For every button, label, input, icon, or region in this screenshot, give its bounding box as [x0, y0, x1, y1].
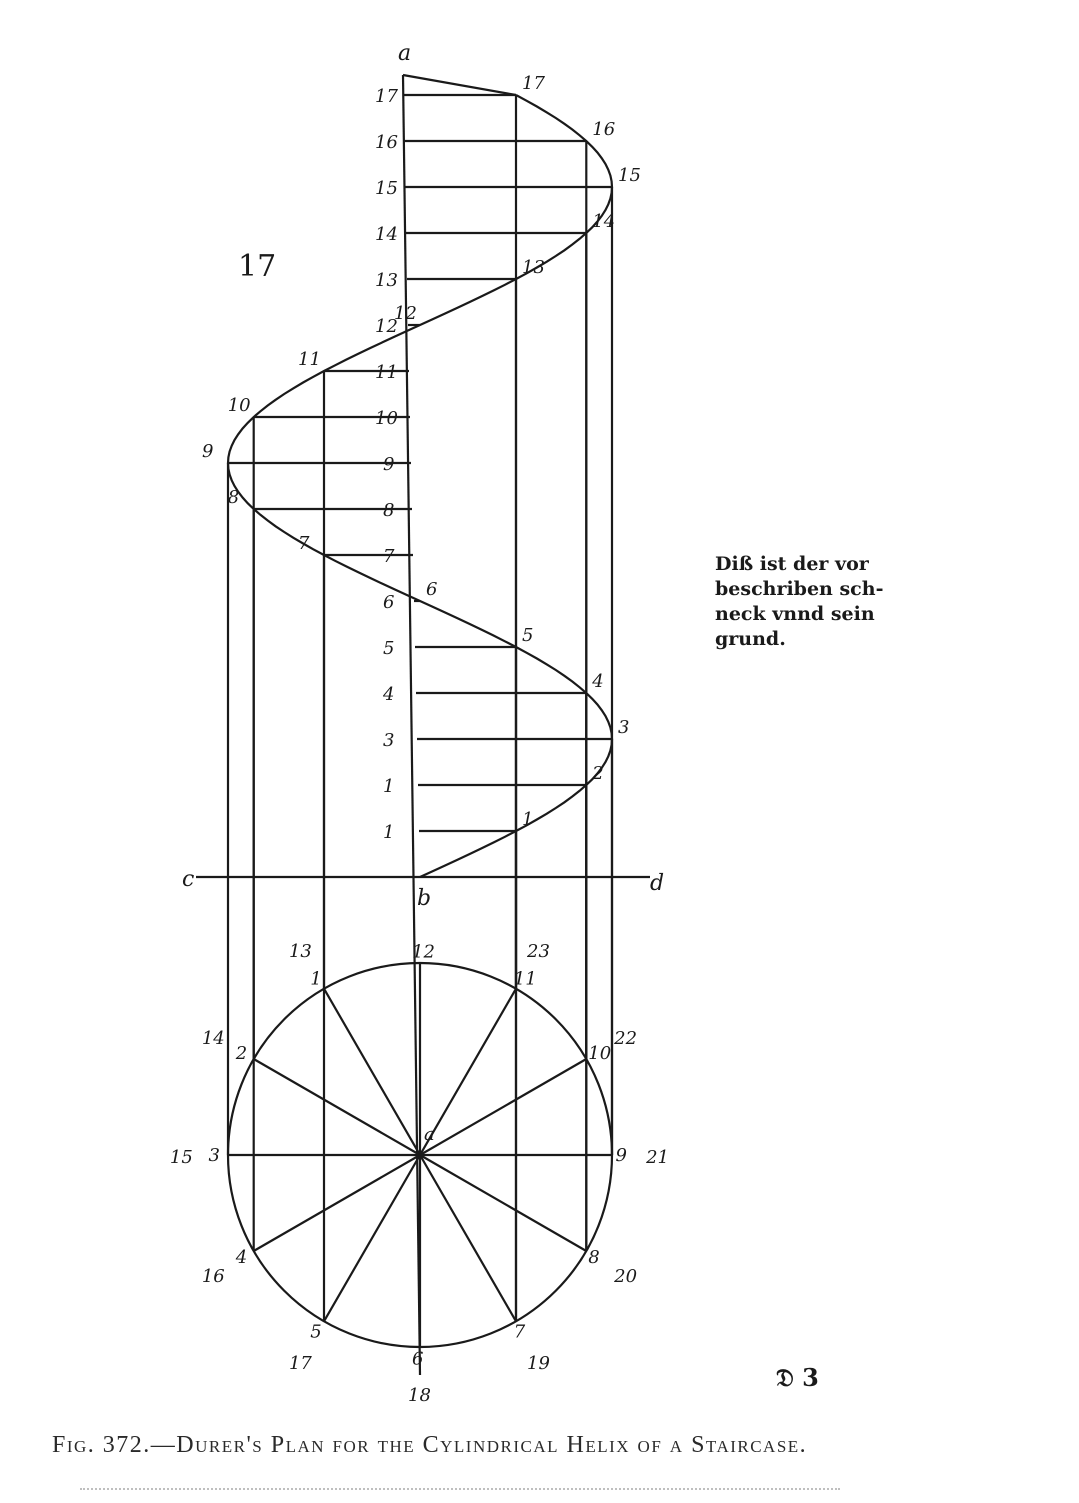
axis-step-label: 6	[383, 592, 395, 613]
helix-point-label: 12	[394, 303, 417, 324]
baseline-label-c: c	[182, 867, 195, 892]
circle-outer-label: 15	[169, 1147, 193, 1168]
circle-point-label: 3	[208, 1145, 220, 1166]
baseline-label-d: d	[650, 871, 665, 896]
axis-step-label: 8	[383, 500, 395, 521]
circle-outer-label: 14	[201, 1027, 225, 1049]
axis-step-label: 12	[375, 316, 398, 337]
helix-point-label: 11	[298, 349, 321, 370]
plan-spoke	[254, 1059, 420, 1155]
figure-caption: Fig. 372.—Durer's Plan for the Cylindrical Helix of a Staircase.	[52, 1432, 808, 1458]
plan-spoke	[420, 1155, 586, 1251]
axis-step-label: 5	[383, 638, 395, 659]
circle-point-label: 8	[588, 1246, 600, 1268]
circle-point-label: 5	[310, 1321, 322, 1343]
axis-label-a-top: a	[398, 41, 412, 66]
axis-step-label: 14	[375, 224, 398, 245]
axis-step-label: 10	[375, 408, 398, 429]
plan-spoke	[420, 1155, 516, 1321]
text-line-4: grund.	[715, 628, 786, 650]
axis-step-label: 4	[383, 684, 395, 705]
text-line-2: beschriben sch-	[715, 578, 884, 600]
descriptive-text-block	[715, 553, 883, 650]
axis-step-label: 11	[375, 362, 398, 383]
helix-curve	[228, 95, 612, 877]
axis-step-label: 15	[375, 178, 398, 199]
axis-step-label: 7	[383, 546, 395, 567]
plan-spoke	[254, 1155, 420, 1251]
circle-point-label: 1	[310, 968, 322, 990]
circle-outer-label: 13	[288, 940, 312, 962]
helix-point-label: 16	[592, 119, 616, 140]
helix-point-label: 2	[592, 763, 604, 784]
helix-point-label: 10	[227, 395, 251, 416]
circle-point-label: 2	[235, 1043, 248, 1065]
axis-step-label: 9	[383, 454, 395, 475]
helix-point-label: 13	[522, 257, 545, 278]
circle-outer-label: 17	[288, 1353, 312, 1375]
axis-step-label: 3	[383, 730, 395, 751]
helix-point-label: 7	[298, 533, 310, 554]
helix-point-label: 5	[522, 625, 534, 646]
helix-point-label: 14	[592, 211, 616, 232]
helix-point-label: 6	[426, 579, 438, 600]
axis-step-label: 13	[375, 270, 398, 291]
helix-point-label: 4	[592, 671, 604, 692]
circle-outer-label: 20	[614, 1266, 638, 1288]
text-line-1: Diß ist der vor	[715, 553, 869, 575]
circle-point-label: 11	[513, 968, 537, 990]
page-signature: 𝔇 3	[776, 1363, 819, 1392]
plan-spoke	[324, 989, 420, 1155]
circle-outer-label: 21	[646, 1147, 669, 1168]
helix-point-label: 8	[227, 487, 240, 508]
circle-outer-label: 22	[614, 1027, 638, 1049]
helix-point-label: 9	[202, 441, 214, 462]
plan-spoke	[324, 1155, 420, 1321]
circle-point-label: 7	[513, 1321, 526, 1343]
circle-point-label: 9	[615, 1145, 627, 1166]
plan-spoke	[420, 1059, 586, 1155]
circle-point-label: 6	[412, 1348, 424, 1370]
plate-number: 17	[238, 249, 277, 284]
axis-step-label: 1	[383, 822, 395, 843]
top-segment	[403, 75, 516, 95]
helix-point-label: 1	[522, 809, 534, 830]
circle-outer-label: 16	[201, 1266, 225, 1288]
helix-point-label: 15	[618, 165, 641, 186]
helix-point-label: 3	[618, 717, 630, 738]
circle-point-label: 12	[412, 941, 435, 963]
circle-point-label: 10	[588, 1043, 612, 1065]
baseline-label-b: b	[417, 886, 432, 911]
circle-outer-label: 19	[527, 1353, 550, 1375]
center-label-a: a	[424, 1124, 435, 1145]
axis-step-label: 16	[375, 132, 398, 153]
axis-step-label: 1	[383, 776, 395, 797]
circle-outer-label: 23	[527, 940, 550, 962]
text-line-3: neck vnnd sein	[715, 603, 875, 625]
helix-point-label: 17	[522, 73, 545, 94]
circle-point-label: 4	[235, 1246, 248, 1268]
circle-outer-label: 18	[408, 1385, 431, 1407]
axis-step-label: 17	[375, 86, 398, 107]
